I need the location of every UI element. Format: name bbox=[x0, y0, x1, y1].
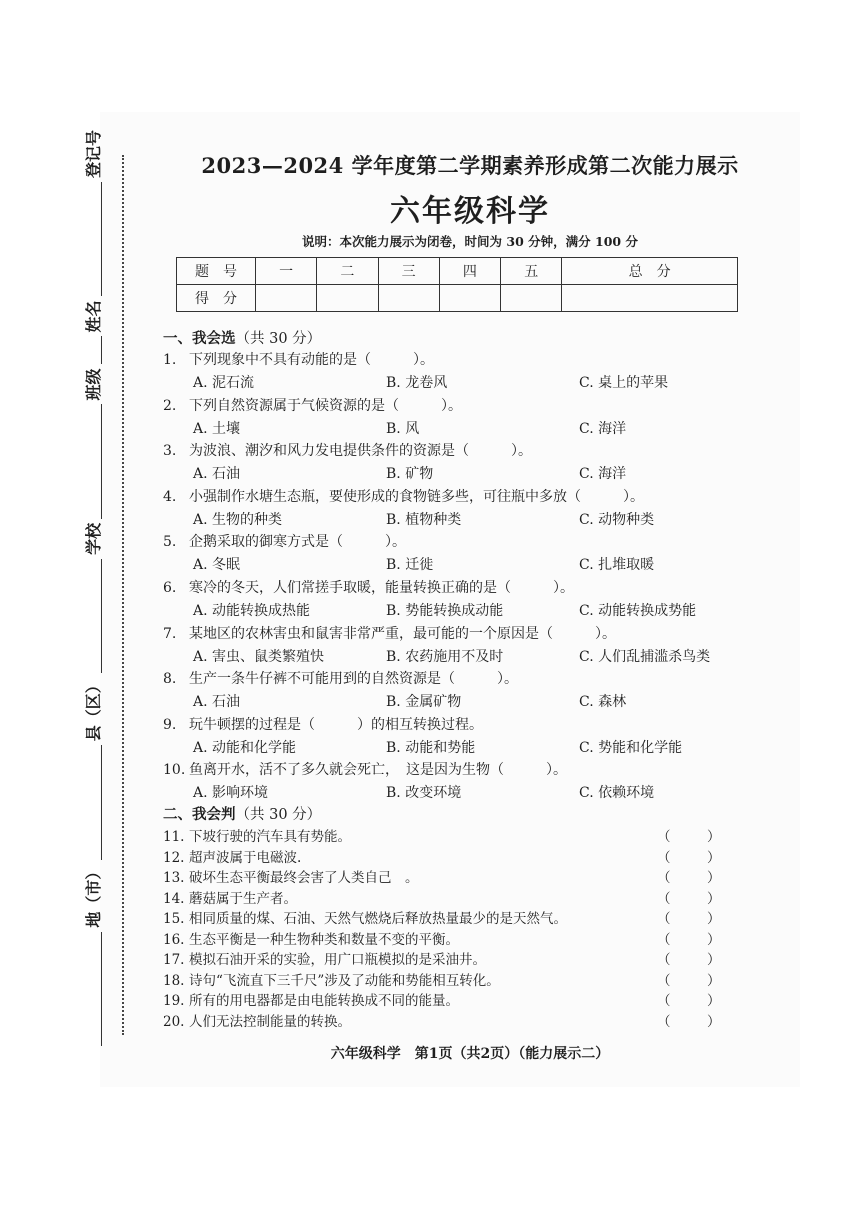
item-text: 蘑菇属于生产者。 bbox=[189, 890, 297, 907]
question-number: 4. bbox=[163, 488, 177, 505]
option-b[interactable]: B. 植物种类 bbox=[386, 511, 462, 528]
close-paren: ） bbox=[707, 972, 721, 989]
question-number: 2. bbox=[163, 397, 177, 414]
option-b[interactable]: B. 金属矿物 bbox=[386, 694, 462, 711]
judgement-item bbox=[163, 846, 723, 866]
open-paren: （ bbox=[657, 849, 671, 866]
option-c[interactable]: C. 动物种类 bbox=[579, 511, 655, 528]
item-text: 生态平衡是一种生物种类和数量不变的平衡。 bbox=[189, 931, 459, 948]
open-paren: （ bbox=[657, 870, 671, 886]
score-header-cell: 五 bbox=[501, 258, 562, 285]
question-stem bbox=[163, 714, 483, 734]
section-1-title: 一、我会选 bbox=[163, 330, 236, 347]
close-paren: ） bbox=[707, 1013, 721, 1030]
open-paren: （ bbox=[657, 911, 671, 927]
question-text: 企鹅采取的御寒方式是（ ）。 bbox=[189, 534, 406, 551]
item-text: 破坏生态平衡最终会害了人类自己 。 bbox=[189, 870, 419, 886]
option-a[interactable]: A. 害虫、鼠类繁殖快 bbox=[193, 648, 325, 665]
question-text: 小强制作水塘生态瓶，要使形成的食物链多些，可往瓶中多放（ ）。 bbox=[189, 488, 644, 505]
judgement-item bbox=[163, 866, 723, 886]
question-text: 为波浪、潮汐和风力发电提供条件的资源是（ ）。 bbox=[189, 443, 532, 460]
close-paren: ） bbox=[707, 911, 721, 927]
option-b[interactable]: B. 风 bbox=[386, 420, 420, 437]
question-stem bbox=[163, 486, 644, 506]
item-number: 18. bbox=[163, 972, 185, 989]
school-label: 学校 bbox=[83, 522, 103, 555]
option-b[interactable]: B. 改变环境 bbox=[386, 785, 462, 802]
student-info-fields bbox=[74, 130, 110, 1050]
exam-instructions: 说明：本次能力展示为闭卷，时间为 30 分钟，满分 100 分 bbox=[302, 234, 638, 249]
section-2-points: （共 30 分） bbox=[235, 807, 322, 823]
option-b[interactable]: B. 农药施用不及时 bbox=[386, 648, 504, 665]
judgement-item bbox=[163, 928, 723, 948]
option-a[interactable]: A. 冬眠 bbox=[193, 557, 241, 574]
score-cell[interactable] bbox=[439, 285, 500, 312]
question-stem bbox=[163, 759, 567, 779]
item-text: 人们无法控制能量的转换。 bbox=[189, 1013, 351, 1030]
score-header-cell: 总 分 bbox=[562, 258, 738, 285]
city-blank[interactable] bbox=[83, 932, 102, 1046]
subject-title: 六年级科学 bbox=[390, 194, 550, 229]
class-label: 班级 bbox=[83, 368, 103, 401]
option-c[interactable]: C. 海洋 bbox=[579, 466, 627, 483]
item-number: 17. bbox=[163, 952, 185, 968]
option-a[interactable]: A. 石油 bbox=[193, 466, 241, 483]
option-b[interactable]: B. 势能转换成动能 bbox=[386, 603, 504, 619]
item-number: 16. bbox=[163, 931, 185, 948]
judgement-item bbox=[163, 989, 723, 1009]
section-1-heading bbox=[163, 327, 321, 348]
question-number: 8. bbox=[163, 671, 177, 688]
option-a[interactable]: A. 动能转换成热能 bbox=[193, 603, 311, 619]
page-footer: 六年级科学 第1页（共2页）（能力展示二） bbox=[330, 1046, 610, 1062]
item-number: 19. bbox=[163, 993, 185, 1009]
score-table bbox=[176, 257, 738, 312]
close-paren: ） bbox=[707, 993, 721, 1009]
item-text: 所有的用电器都是由电能转换成不同的能量。 bbox=[189, 993, 459, 1009]
class-blank[interactable] bbox=[83, 404, 102, 518]
option-a[interactable]: A. 石油 bbox=[193, 694, 241, 711]
score-header-cell: 三 bbox=[378, 258, 439, 285]
question-text: 某地区的农林害虫和鼠害非常严重，最可能的一个原因是（ ）。 bbox=[189, 625, 616, 642]
close-paren: ） bbox=[707, 931, 721, 948]
option-a[interactable]: A. 动能和化学能 bbox=[193, 739, 297, 756]
option-a[interactable]: A. 生物的种类 bbox=[193, 511, 283, 528]
name-blank[interactable] bbox=[83, 336, 102, 364]
question-stem bbox=[163, 440, 532, 460]
score-header-cell: 二 bbox=[317, 258, 378, 285]
item-number: 15. bbox=[163, 911, 185, 927]
question-stem bbox=[163, 623, 616, 643]
judgement-item bbox=[163, 825, 723, 845]
score-cell[interactable] bbox=[378, 285, 439, 312]
score-header-cell: 一 bbox=[256, 258, 317, 285]
question-number: 5. bbox=[163, 534, 177, 551]
option-c[interactable]: C. 扎堆取暖 bbox=[579, 557, 655, 574]
option-c[interactable]: C. 依赖环境 bbox=[579, 785, 655, 802]
question-number: 1. bbox=[163, 352, 177, 368]
question-stem bbox=[163, 349, 434, 369]
item-number: 13. bbox=[163, 870, 185, 886]
section-2-title: 二、我会判 bbox=[163, 806, 236, 823]
close-paren: ） bbox=[707, 829, 721, 845]
open-paren: （ bbox=[657, 890, 671, 907]
county-blank[interactable] bbox=[83, 745, 102, 859]
question-number: 6. bbox=[163, 580, 177, 596]
score-header-cell: 题 号 bbox=[177, 258, 256, 285]
score-cell[interactable] bbox=[562, 285, 738, 312]
item-number: 14. bbox=[163, 890, 185, 907]
question-text: 鱼离开水，活不了多久就会死亡， 这是因为生物（ ）。 bbox=[189, 762, 567, 779]
option-c[interactable]: C. 海洋 bbox=[579, 420, 627, 437]
question-text: 下列自然资源属于气候资源的是（ ）。 bbox=[189, 397, 462, 414]
close-paren: ） bbox=[707, 849, 721, 866]
judgement-item bbox=[163, 907, 723, 927]
open-paren: （ bbox=[657, 1013, 671, 1030]
question-number: 9. bbox=[163, 716, 177, 733]
score-header-cell: 四 bbox=[439, 258, 500, 285]
exam-title: 2023—2024 学年度第二学期素养形成第二次能力展示 bbox=[201, 153, 739, 178]
option-a[interactable]: A. 土壤 bbox=[193, 420, 241, 437]
open-paren: （ bbox=[657, 993, 671, 1009]
open-paren: （ bbox=[657, 952, 671, 968]
option-b[interactable]: B. 龙卷风 bbox=[386, 375, 448, 391]
item-number: 11. bbox=[163, 829, 185, 845]
item-text: 诗句“飞流直下三千尺”涉及了动能和势能相互转化。 bbox=[189, 972, 500, 989]
binding-dotted-line bbox=[122, 155, 124, 1035]
school-blank[interactable] bbox=[83, 559, 102, 673]
county-label: 县（区） bbox=[83, 677, 103, 742]
close-paren: ） bbox=[707, 890, 721, 907]
judgement-item bbox=[163, 969, 723, 989]
city-label: 地（市） bbox=[83, 863, 103, 928]
option-c[interactable]: C. 动能转换成势能 bbox=[579, 603, 697, 619]
register-label: 登记号 bbox=[83, 130, 103, 179]
register-blank[interactable] bbox=[83, 182, 102, 296]
question-number: 3. bbox=[163, 443, 177, 460]
open-paren: （ bbox=[657, 931, 671, 948]
close-paren: ） bbox=[707, 870, 721, 886]
open-paren: （ bbox=[657, 829, 671, 845]
item-text: 相同质量的煤、石油、天然气燃烧后释放热量最少的是天然气。 bbox=[189, 911, 567, 927]
question-stem bbox=[163, 531, 406, 551]
item-text: 模拟石油开采的实验，用广口瓶模拟的是采油井。 bbox=[189, 952, 486, 968]
question-stem bbox=[163, 577, 574, 597]
option-b[interactable]: B. 迁徙 bbox=[386, 557, 434, 574]
question-number: 10. bbox=[163, 762, 186, 779]
question-stem bbox=[163, 395, 462, 415]
item-number: 20. bbox=[163, 1013, 185, 1030]
question-text: 寒冷的冬天，人们常搓手取暖，能量转换正确的是（ ）。 bbox=[189, 580, 574, 596]
option-a[interactable]: A. 影响环境 bbox=[193, 785, 269, 802]
question-stem bbox=[163, 668, 518, 688]
section-1-points: （共 30 分） bbox=[235, 331, 322, 347]
item-text: 下坡行驶的汽车具有势能。 bbox=[189, 829, 351, 845]
item-text: 超声波属于电磁波. bbox=[189, 849, 302, 866]
score-table-score-row bbox=[177, 285, 738, 312]
open-paren: （ bbox=[657, 972, 671, 989]
option-a[interactable]: A. 泥石流 bbox=[193, 375, 255, 391]
score-row-label: 得 分 bbox=[177, 285, 256, 312]
judgement-item bbox=[163, 887, 723, 907]
binding-sidebar bbox=[74, 130, 114, 1050]
option-c[interactable]: C. 势能和化学能 bbox=[579, 739, 683, 756]
score-cell[interactable] bbox=[256, 285, 317, 312]
score-table-header-row bbox=[177, 258, 738, 285]
item-number: 12. bbox=[163, 849, 185, 866]
judgement-item bbox=[163, 1010, 723, 1030]
option-b[interactable]: B. 动能和势能 bbox=[386, 739, 476, 756]
question-text: 下列现象中不具有动能的是（ ）。 bbox=[189, 352, 434, 368]
close-paren: ） bbox=[707, 952, 721, 968]
option-c[interactable]: C. 桌上的苹果 bbox=[579, 375, 669, 391]
option-c[interactable]: C. 森林 bbox=[579, 694, 627, 711]
judgement-item bbox=[163, 948, 723, 968]
score-cell[interactable] bbox=[501, 285, 562, 312]
question-text: 生产一条牛仔裤不可能用到的自然资源是（ ）。 bbox=[189, 671, 518, 688]
question-number: 7. bbox=[163, 625, 177, 642]
section-2-heading bbox=[163, 803, 321, 824]
score-cell[interactable] bbox=[317, 285, 378, 312]
question-text: 玩牛顿摆的过程是（ ）的相互转换过程。 bbox=[189, 716, 483, 733]
name-label: 姓名 bbox=[83, 300, 103, 333]
option-c[interactable]: C. 人们乱捕滥杀鸟类 bbox=[579, 648, 711, 665]
option-b[interactable]: B. 矿物 bbox=[386, 466, 434, 483]
